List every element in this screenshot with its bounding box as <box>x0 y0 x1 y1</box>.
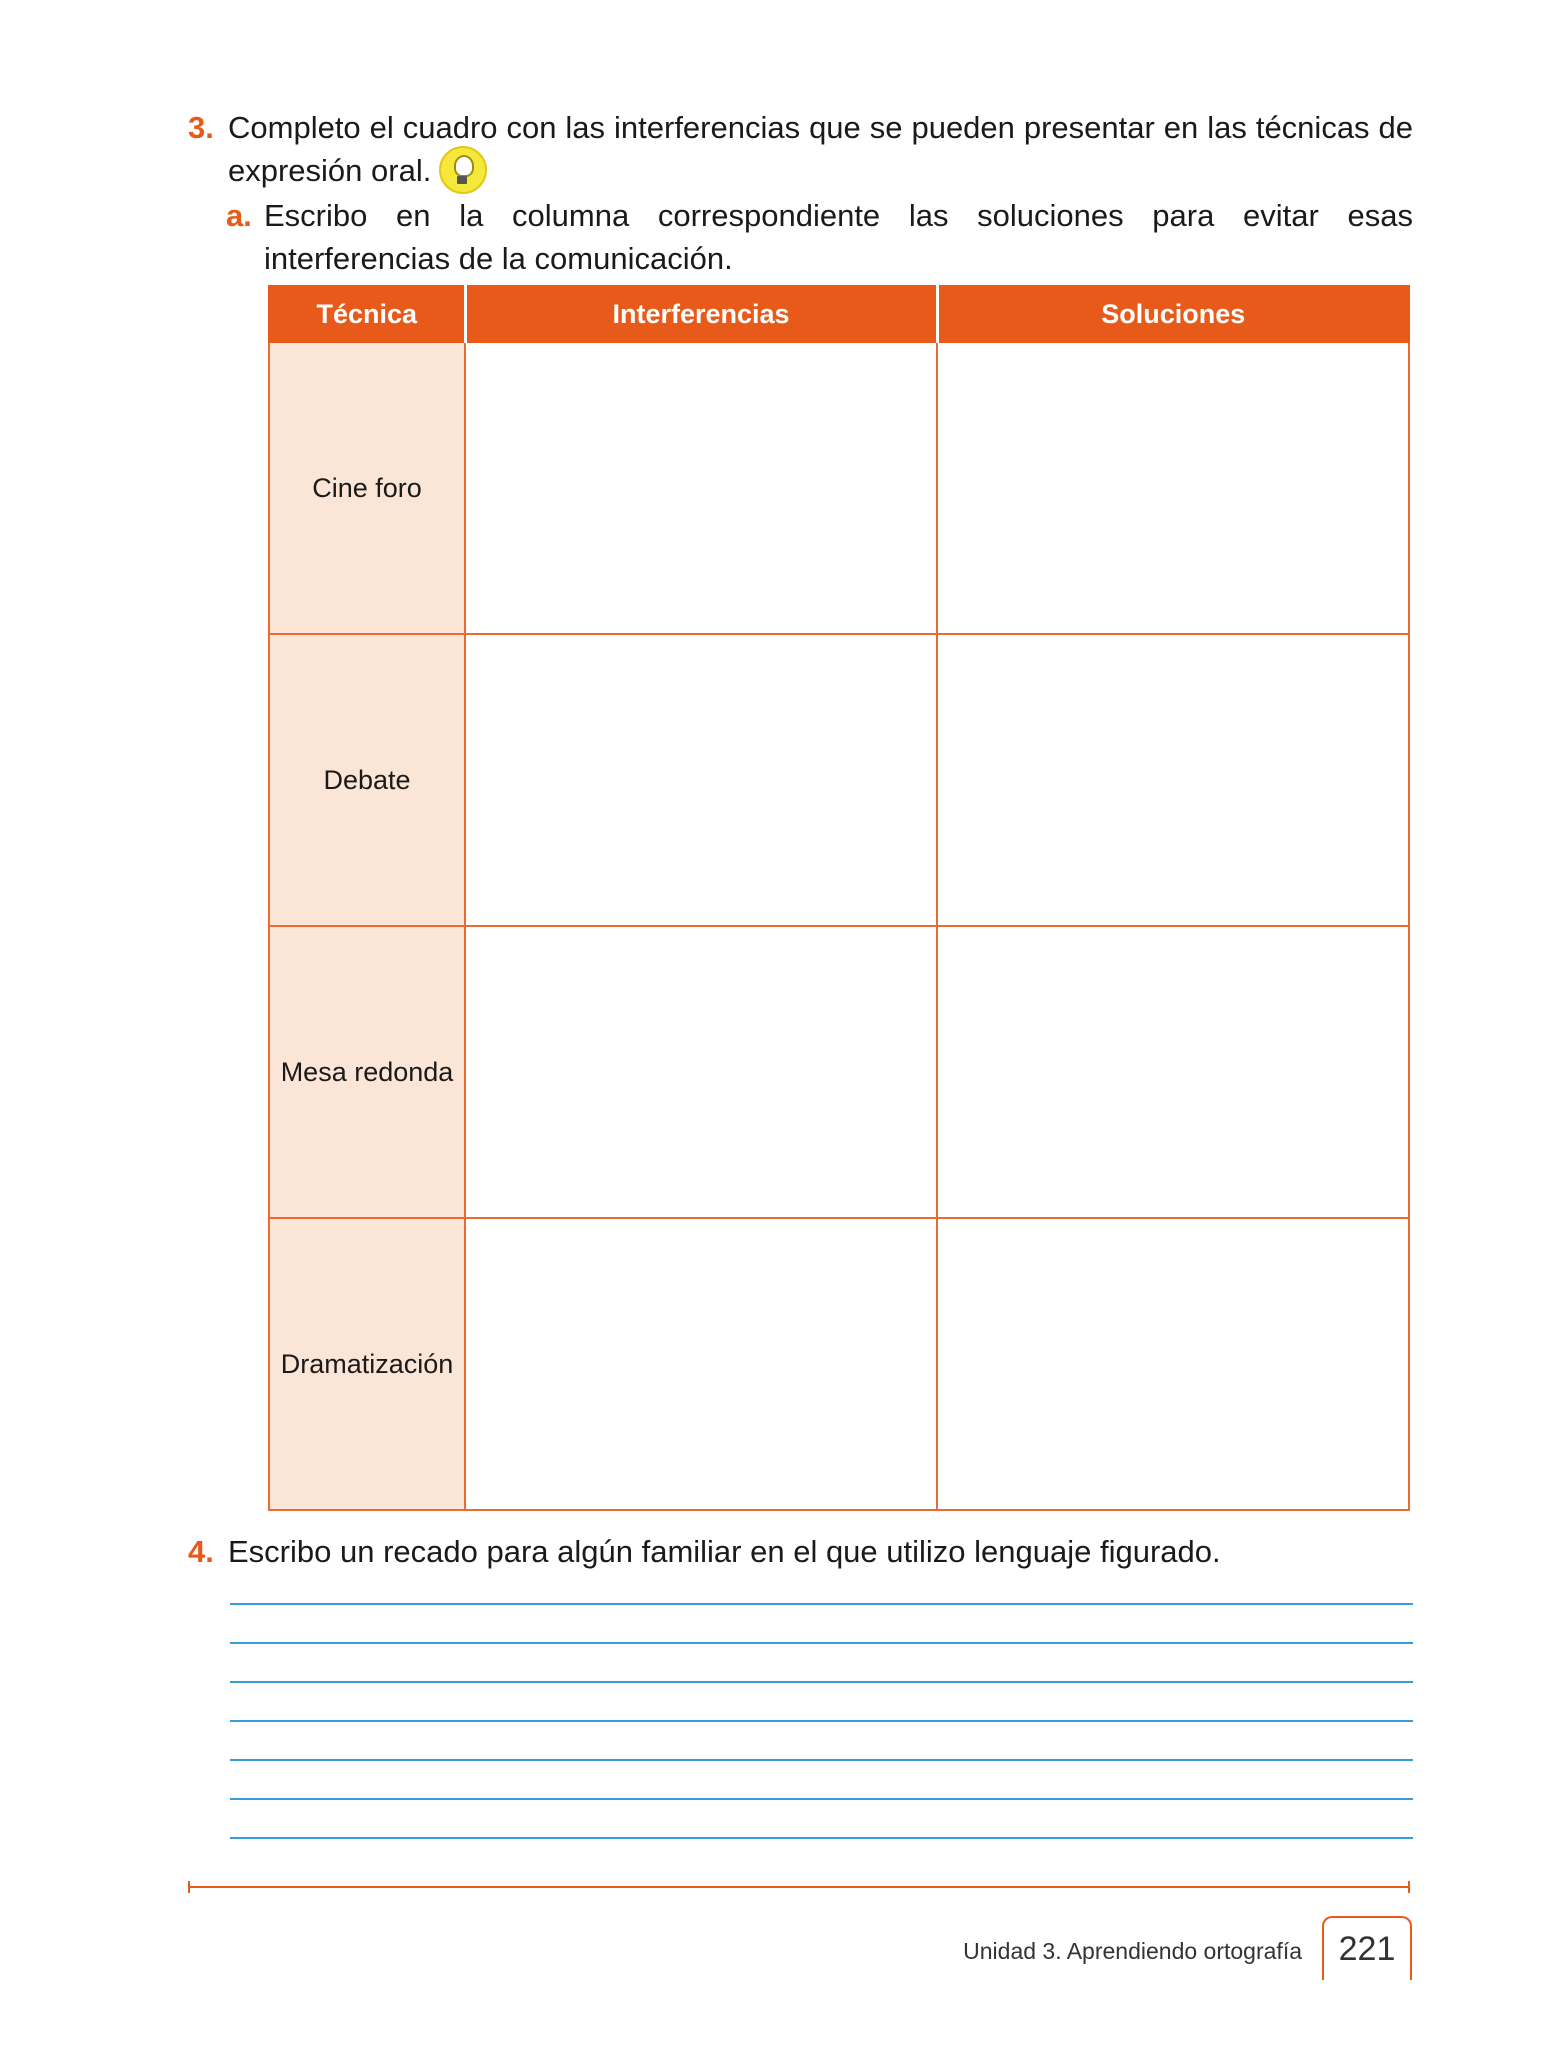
subquestion-text: Escribo en la columna correspondiente las soluciones para evitar esas interferencias de la comunicación. <box>264 198 1413 276</box>
solution-answer-cell[interactable] <box>937 1218 1409 1510</box>
question-3a <box>226 194 1413 280</box>
writing-line[interactable] <box>230 1837 1413 1839</box>
lightbulb-icon <box>439 146 487 194</box>
question-number: 4. <box>188 1534 214 1569</box>
footer-divider <box>188 1886 1410 1888</box>
solution-answer-cell[interactable] <box>937 926 1409 1218</box>
writing-line[interactable] <box>230 1759 1413 1761</box>
header-soluciones: Soluciones <box>937 286 1409 342</box>
footer-unit-title: Unidad 3. Aprendiendo ortografía <box>963 1938 1302 1964</box>
interference-answer-cell[interactable] <box>465 926 937 1218</box>
interference-answer-cell[interactable] <box>465 634 937 926</box>
writing-line[interactable] <box>230 1798 1413 1800</box>
subquestion-letter: a. <box>226 198 252 233</box>
question-text: Completo el cuadro con las interferencias que se pueden presentar en las técnicas de expresión oral. <box>228 110 1413 188</box>
writing-line[interactable] <box>230 1720 1413 1722</box>
interference-answer-cell[interactable] <box>465 1218 937 1510</box>
technique-cell: Dramatización <box>269 1218 465 1510</box>
writing-line[interactable] <box>230 1603 1413 1605</box>
table-row <box>269 1218 1409 1510</box>
interference-answer-cell[interactable] <box>465 342 937 634</box>
header-tecnica: Técnica <box>269 286 465 342</box>
question-3 <box>188 106 1413 194</box>
technique-cell: Mesa redonda <box>269 926 465 1218</box>
writing-line[interactable] <box>230 1642 1413 1644</box>
question-4 <box>188 1530 1413 1573</box>
interferences-table <box>268 285 1410 1511</box>
solution-answer-cell[interactable] <box>937 634 1409 926</box>
technique-cell: Cine foro <box>269 342 465 634</box>
table-header-row <box>269 286 1409 342</box>
question-text: Escribo un recado para algún familiar en el que utilizo lenguaje figurado. <box>228 1534 1221 1569</box>
writing-line[interactable] <box>230 1681 1413 1683</box>
table-row <box>269 342 1409 634</box>
writing-lines[interactable] <box>230 1603 1413 1876</box>
header-interferencias: Interferencias <box>465 286 937 342</box>
solution-answer-cell[interactable] <box>937 342 1409 634</box>
page-number: 221 <box>1322 1916 1412 1980</box>
technique-cell: Debate <box>269 634 465 926</box>
table-row <box>269 634 1409 926</box>
question-number: 3. <box>188 110 214 145</box>
table-row <box>269 926 1409 1218</box>
